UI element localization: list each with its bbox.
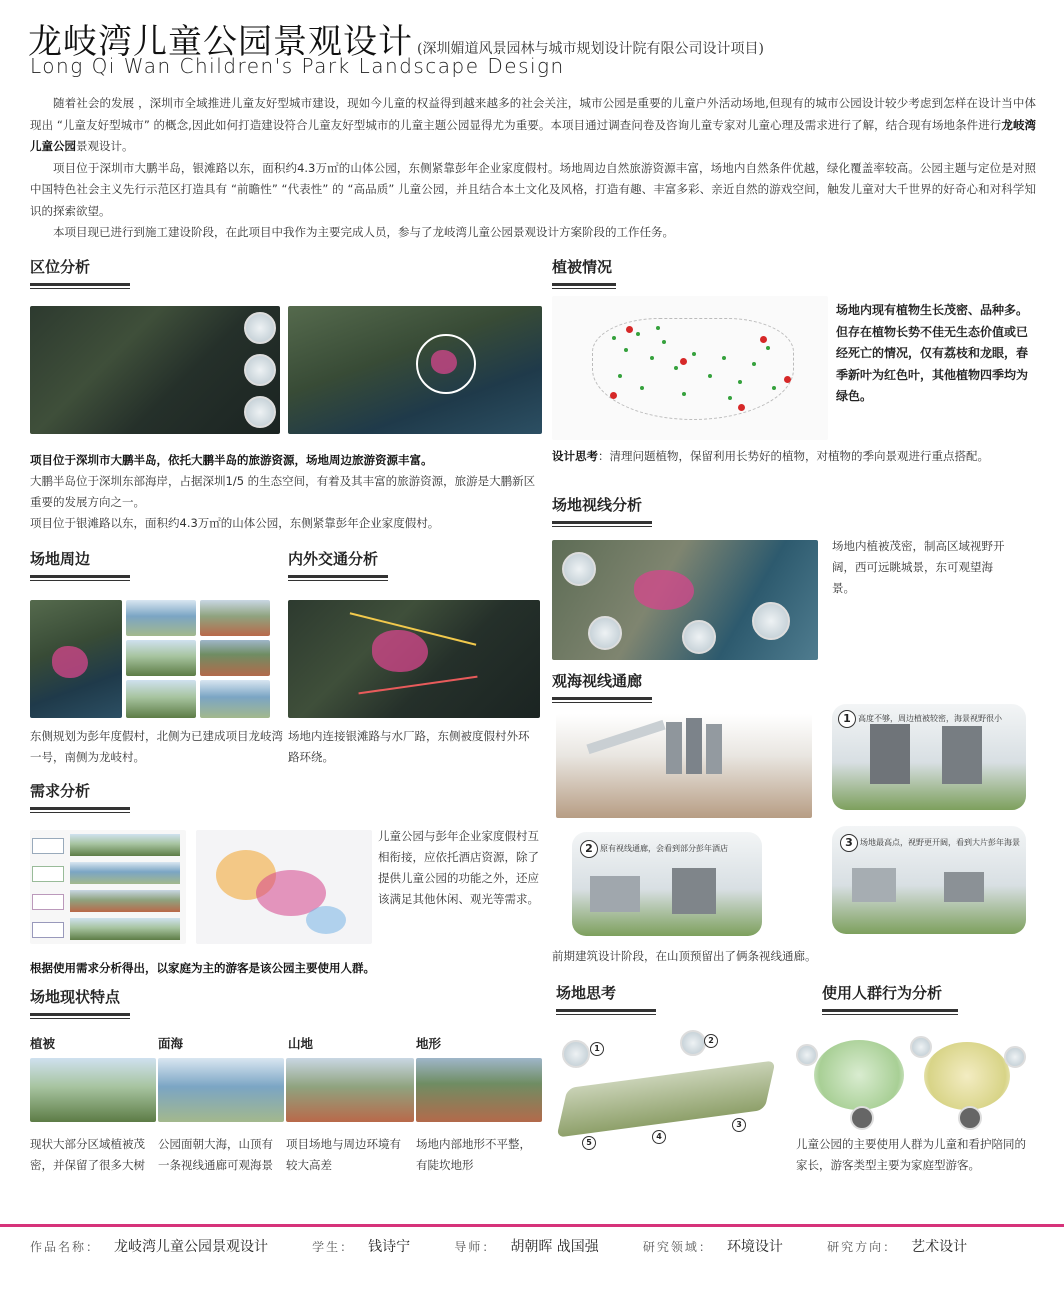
section-thinking <box>556 982 656 1015</box>
section-heading: 场地现状特点 <box>30 988 121 1006</box>
traffic-map <box>288 600 540 718</box>
vegetation-design-thought: 设计思考：清理问题植物，保留利用长势好的植物，对植物的季向景观进行重点搭配。 <box>552 449 989 463</box>
section-behavior <box>822 982 958 1015</box>
demand-photo-matrix <box>30 830 186 944</box>
intro-paragraph-3: 本项目现已进行到施工建设阶段，在此项目中我作为主要完成人员，参与了龙岐湾儿童公园景观设计方案阶段的工作任务。 <box>53 225 674 239</box>
section-surroundings <box>30 548 130 581</box>
view-photo-circle <box>588 616 622 650</box>
location-detail-1: 大鹏半岛位于深圳东部海岸，占据深圳1/5 的生态空间，有着及其丰富的旅游资源，旅游是大鹏新区重要的发展方向之一。 <box>30 474 536 509</box>
footer-student-label: 学生： <box>312 1240 355 1254</box>
inset-map-1 <box>244 312 276 344</box>
section-heading: 场地思考 <box>556 984 617 1002</box>
thinking-diagram: 1 2 3 4 5 <box>556 1026 778 1154</box>
section-vegetation <box>552 256 616 289</box>
feature-photo-mountain <box>286 1058 414 1122</box>
footer-direction-label: 研究方向： <box>827 1240 898 1254</box>
feature-text-terrain: 场地内部地形不平整，有陡坎地形 <box>416 1137 531 1172</box>
footer-field-value: 环境设计 <box>726 1239 783 1255</box>
section-sightline <box>552 494 652 527</box>
section-sea-corridor <box>552 670 652 703</box>
demand-description: 儿童公园与彭年企业家度假村互相衔接，应依托酒店资源，除了提供儿童公园的功能之外，还应该满足其他休闲、观光等需求。 <box>378 829 539 906</box>
location-summary: 项目位于深圳市大鹏半岛，依托大鹏半岛的旅游资源，场地周边旅游资源丰富。 <box>30 453 433 467</box>
section-heading: 场地视线分析 <box>552 496 643 514</box>
feature-label-vegetation: 植被 <box>30 1036 56 1051</box>
surroundings-photo <box>126 680 196 718</box>
footer-direction-value: 艺术设计 <box>911 1239 968 1255</box>
footer-advisor-label: 导师： <box>454 1240 497 1254</box>
feature-text-vegetation: 现状大部分区域植被茂密，并保留了很多大树 <box>30 1137 145 1172</box>
surroundings-photo <box>126 600 196 636</box>
sightline-map <box>552 540 818 660</box>
inset-map-2 <box>244 354 276 386</box>
footer-info <box>30 1236 1007 1256</box>
road-line <box>358 676 477 695</box>
section-features <box>30 986 130 1019</box>
plant-marker <box>680 358 687 365</box>
vegetation-survey-map <box>552 296 828 440</box>
demand-conclusion: 根据使用需求分析得出，以家庭为主的游客是该公园主要使用人群。 <box>30 961 375 975</box>
footer-divider <box>0 1224 1064 1227</box>
intro-paragraph-2: 项目位于深圳市大鹏半岛，银滩路以东，面积约4.3万㎡的山体公园，东侧紧靠彭年企业家度假村。场地周边自然旅游资源丰富，场地内自然条件优越，绿化覆盖率较高。公园主题与定位是对照中国特色社会主义先行示范区打造具有 “前瞻性” “代表性” 的 “高品质” 儿童公园，并且结合本土文化及风格，打造有趣、丰富多彩、亲近自然的游戏空间，触发儿童对大千世界的好奇心和对科学知识的探索欲望。 <box>30 160 1036 218</box>
footer-work-label: 作品名称： <box>30 1240 101 1254</box>
site-area-marker <box>634 570 694 610</box>
location-text <box>30 450 544 534</box>
surroundings-photo <box>126 640 196 676</box>
site-area-marker <box>372 630 428 672</box>
intro-text <box>30 93 1036 244</box>
view-photo-circle <box>752 602 790 640</box>
surroundings-map <box>30 600 122 718</box>
feature-photo-sea <box>158 1058 284 1122</box>
behavior-caption: 儿童公园的主要使用人群为儿童和看护陪同的家长，游客类型主要为家庭型游客。 <box>796 1137 1026 1172</box>
page-subtitle: (深圳媚道风景园林与城市规划设计院有限公司设计项目) <box>417 41 764 57</box>
corridor-caption: 前期建筑设计阶段，在山顶预留出了俩条视线通廊。 <box>552 949 817 963</box>
intro-paragraph-1: 随着社会的发展 ，深圳市全域推进儿童友好型城市建设，现如今儿童的权益得到越来越多的社会关注，城市公园是重要的儿童户外活动场地,但现有的城市公园设计较少考虑到怎样在设计当中体现出 “儿童友好型城市” 的概念,因此如何打造建设符合儿童友好型城市的儿童主题公园显得尤为重要。本项目通过调查问卷及咨询儿童专家对儿童心理及需求进行了解，结合现有场地条件进行龙岐湾儿童公园景观设计。 <box>30 96 1037 153</box>
site-area-marker <box>52 646 88 678</box>
plant-marker <box>738 404 745 411</box>
section-heading: 观海视线通廊 <box>552 672 643 690</box>
behavior-diagram <box>792 1030 1026 1130</box>
page-title: 龙岐湾儿童公园景观设计 (深圳媚道风景园林与城市规划设计院有限公司设计项目) <box>28 22 764 62</box>
section-heading: 需求分析 <box>30 782 91 800</box>
view-render-1: 1 高度不够，周边植被较密，海景视野很小 <box>832 704 1026 810</box>
section-location <box>30 256 130 289</box>
demand-diagram <box>196 830 372 944</box>
footer-work-value: 龙岐湾儿童公园景观设计 <box>114 1239 269 1255</box>
feature-label-mountain: 山地 <box>288 1036 314 1051</box>
thinking-photo-circle <box>680 1030 706 1056</box>
section-heading: 植被情况 <box>552 258 613 276</box>
surroundings-caption: 东侧规划为彭年度假村，北侧为已建成项目龙岐湾一号，南侧为龙岐村。 <box>30 729 283 764</box>
plant-marker <box>760 336 767 343</box>
site-area-marker <box>431 350 457 374</box>
view-photo-circle <box>682 620 716 654</box>
surroundings-photo <box>200 680 270 718</box>
footer-field-label: 研究领域： <box>642 1240 713 1254</box>
feature-photo-terrain <box>416 1058 542 1122</box>
footer-student-value: 钱诗宁 <box>368 1239 411 1255</box>
section-heading: 区位分析 <box>30 258 91 276</box>
section-heading: 使用人群行为分析 <box>822 984 943 1002</box>
section-heading: 内外交通分析 <box>288 550 379 568</box>
view-photo-circle <box>562 552 596 586</box>
feature-text-sea: 公园面朝大海，山顶有一条视线通廊可观海景 <box>158 1137 273 1172</box>
view-render-3: 3 场地最高点，视野更开阔，看到大片彭年海景 <box>832 826 1026 934</box>
location-map-regional <box>30 306 280 434</box>
feature-photo-vegetation <box>30 1058 156 1122</box>
corridor-model-render <box>556 714 812 818</box>
view-render-2: 2 原有视线通廊，会看到部分彭年酒店 <box>572 832 762 936</box>
page-title-english: Long Qi Wan Children's Park Landscape Design <box>30 54 565 78</box>
section-heading: 场地周边 <box>30 550 91 568</box>
vegetation-description: 场地内现有植物生长茂密、品种多。但存在植物长势不佳无生态价值或已经死亡的情况，仅有荔枝和龙眼，春季新叶为红色叶，其他植物四季均为绿色。 <box>836 303 1029 403</box>
thinking-photo-circle <box>562 1040 590 1068</box>
plant-marker <box>626 326 633 333</box>
section-demand <box>30 780 130 813</box>
footer-advisor-value: 胡朝晖 战国强 <box>510 1239 599 1255</box>
feature-text-mountain: 项目场地与周边环境有较大高差 <box>286 1137 401 1172</box>
plant-marker <box>784 376 791 383</box>
feature-label-terrain: 地形 <box>416 1036 442 1051</box>
section-traffic <box>288 548 388 581</box>
location-map-satellite <box>288 306 542 434</box>
surroundings-photo <box>200 640 270 676</box>
location-detail-2: 项目位于银滩路以东，面积约4.3万㎡的山体公园，东侧紧靠彭年企业家度假村。 <box>30 516 440 530</box>
sightline-description: 场地内植被茂密，制高区域视野开阔，西可远眺城景，东可观望海景。 <box>832 539 1005 595</box>
feature-label-sea: 面海 <box>158 1036 184 1051</box>
surroundings-photo <box>200 600 270 636</box>
traffic-caption: 场地内连接银滩路与水厂路，东侧被度假村外环路环绕。 <box>288 729 530 764</box>
inset-map-3 <box>244 396 276 428</box>
plant-marker <box>610 392 617 399</box>
